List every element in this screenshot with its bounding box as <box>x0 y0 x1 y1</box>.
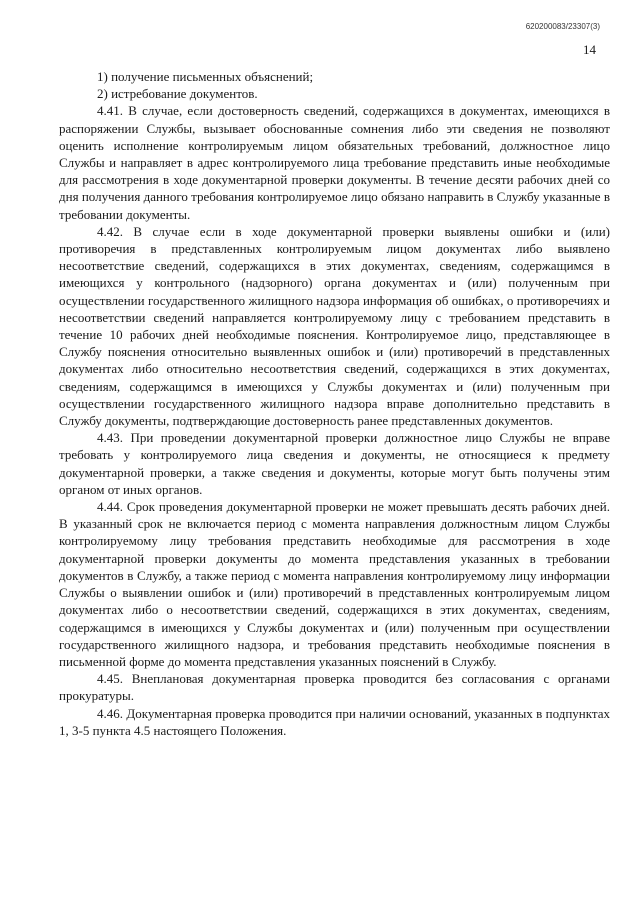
paragraph-4-46: 4.46. Документарная проверка проводится при наличии оснований, указанных в подпунктах 1, 3-5 пункта 4.5 настоящего Положения. <box>59 705 610 738</box>
page-number: 14 <box>583 42 596 57</box>
list-item: 2) истребование документов. <box>97 86 258 102</box>
list-item: 1) получение письменных объяснений; <box>97 69 314 84</box>
document-code: 620200083/23307(3) <box>525 22 600 31</box>
paragraph-4-41: 4.41. В случае, если достоверность сведений, содержащихся в документах, имеющихся в распоряжении Службы, вызывает обоснованные сомнения либо эти сведения не позволяют оценить исполнение контролируемым лицом обязательных требований, должностное лицо Службы и направляет в адрес контролируемого лица требование представить иные необходимые для рассмотрения в ходе документарной проверки документы. В течение десяти рабочих дней со дня получения данного требования контролируемое лицо обязано направить в Службу указанные в требовании документы. <box>59 103 610 222</box>
paragraph-4-43: 4.43. При проведении документарной проверки должностное лицо Службы не вправе требовать у контролируемого лица сведения и документы, не относящиеся к предмету документарной проверки, а также сведения и документы, которые могут быть получены этим органом от иных органов. <box>59 430 610 497</box>
document-body <box>59 68 610 739</box>
paragraph-4-45: 4.45. Внеплановая документарная проверка проводится без согласования с органами прокуратуры. <box>59 671 610 704</box>
paragraph-4-42: 4.42. В случае если в ходе документарной проверки выявлены ошибки и (или) противоречия в представленных контролируемым лицом документах либо выявлено несоответствие сведений, содержащихся в этих документах, сведениям, содержащимся в имеющихся у контрольного (надзорного) органа документах и (или) полученным при осуществлении государственного жилищного надзора информация об ошибках, о противоречиях и несоответствии сведений направляется контролируемому лицу с требованием представить в течение 10 рабочих дней необходимые пояснения. Контролируемое лицо, представляющее в Службу пояснения относительно выявленных ошибок и (или) противоречий в представленных документах либо относительно несоответствия сведений, содержащихся в этих документах, сведениям, содержащимся в имеющихся у Службы документах и (или) полученным при осуществлении государственного жилищного надзора вправе дополнительно представить в Службу документы, подтверждающие достоверность ранее представленных документов. <box>59 223 610 429</box>
paragraph-4-44: 4.44. Срок проведения документарной проверки не может превышать десять рабочих дней. В указанный срок не включается период с момента направления должностным лицом Службы контролируемому лицу требования представить необходимые для рассмотрения в ходе документарной проверки документы до момента представления указанных в требовании документов в Службу, а также период с момента направления контролируемому лицу информации Службы о выявлении ошибок и (или) противоречий в представленных контролируемым лицом документах либо о несоответствии сведений, содержащихся в этих документах, сведениям, содержащимся в имеющихся у Службы документах и (или) полученным при осуществлении государственного жилищного надзора, и требования представить необходимые пояснения в письменной форме до момента представления указанных пояснений в Службу. <box>59 499 610 669</box>
